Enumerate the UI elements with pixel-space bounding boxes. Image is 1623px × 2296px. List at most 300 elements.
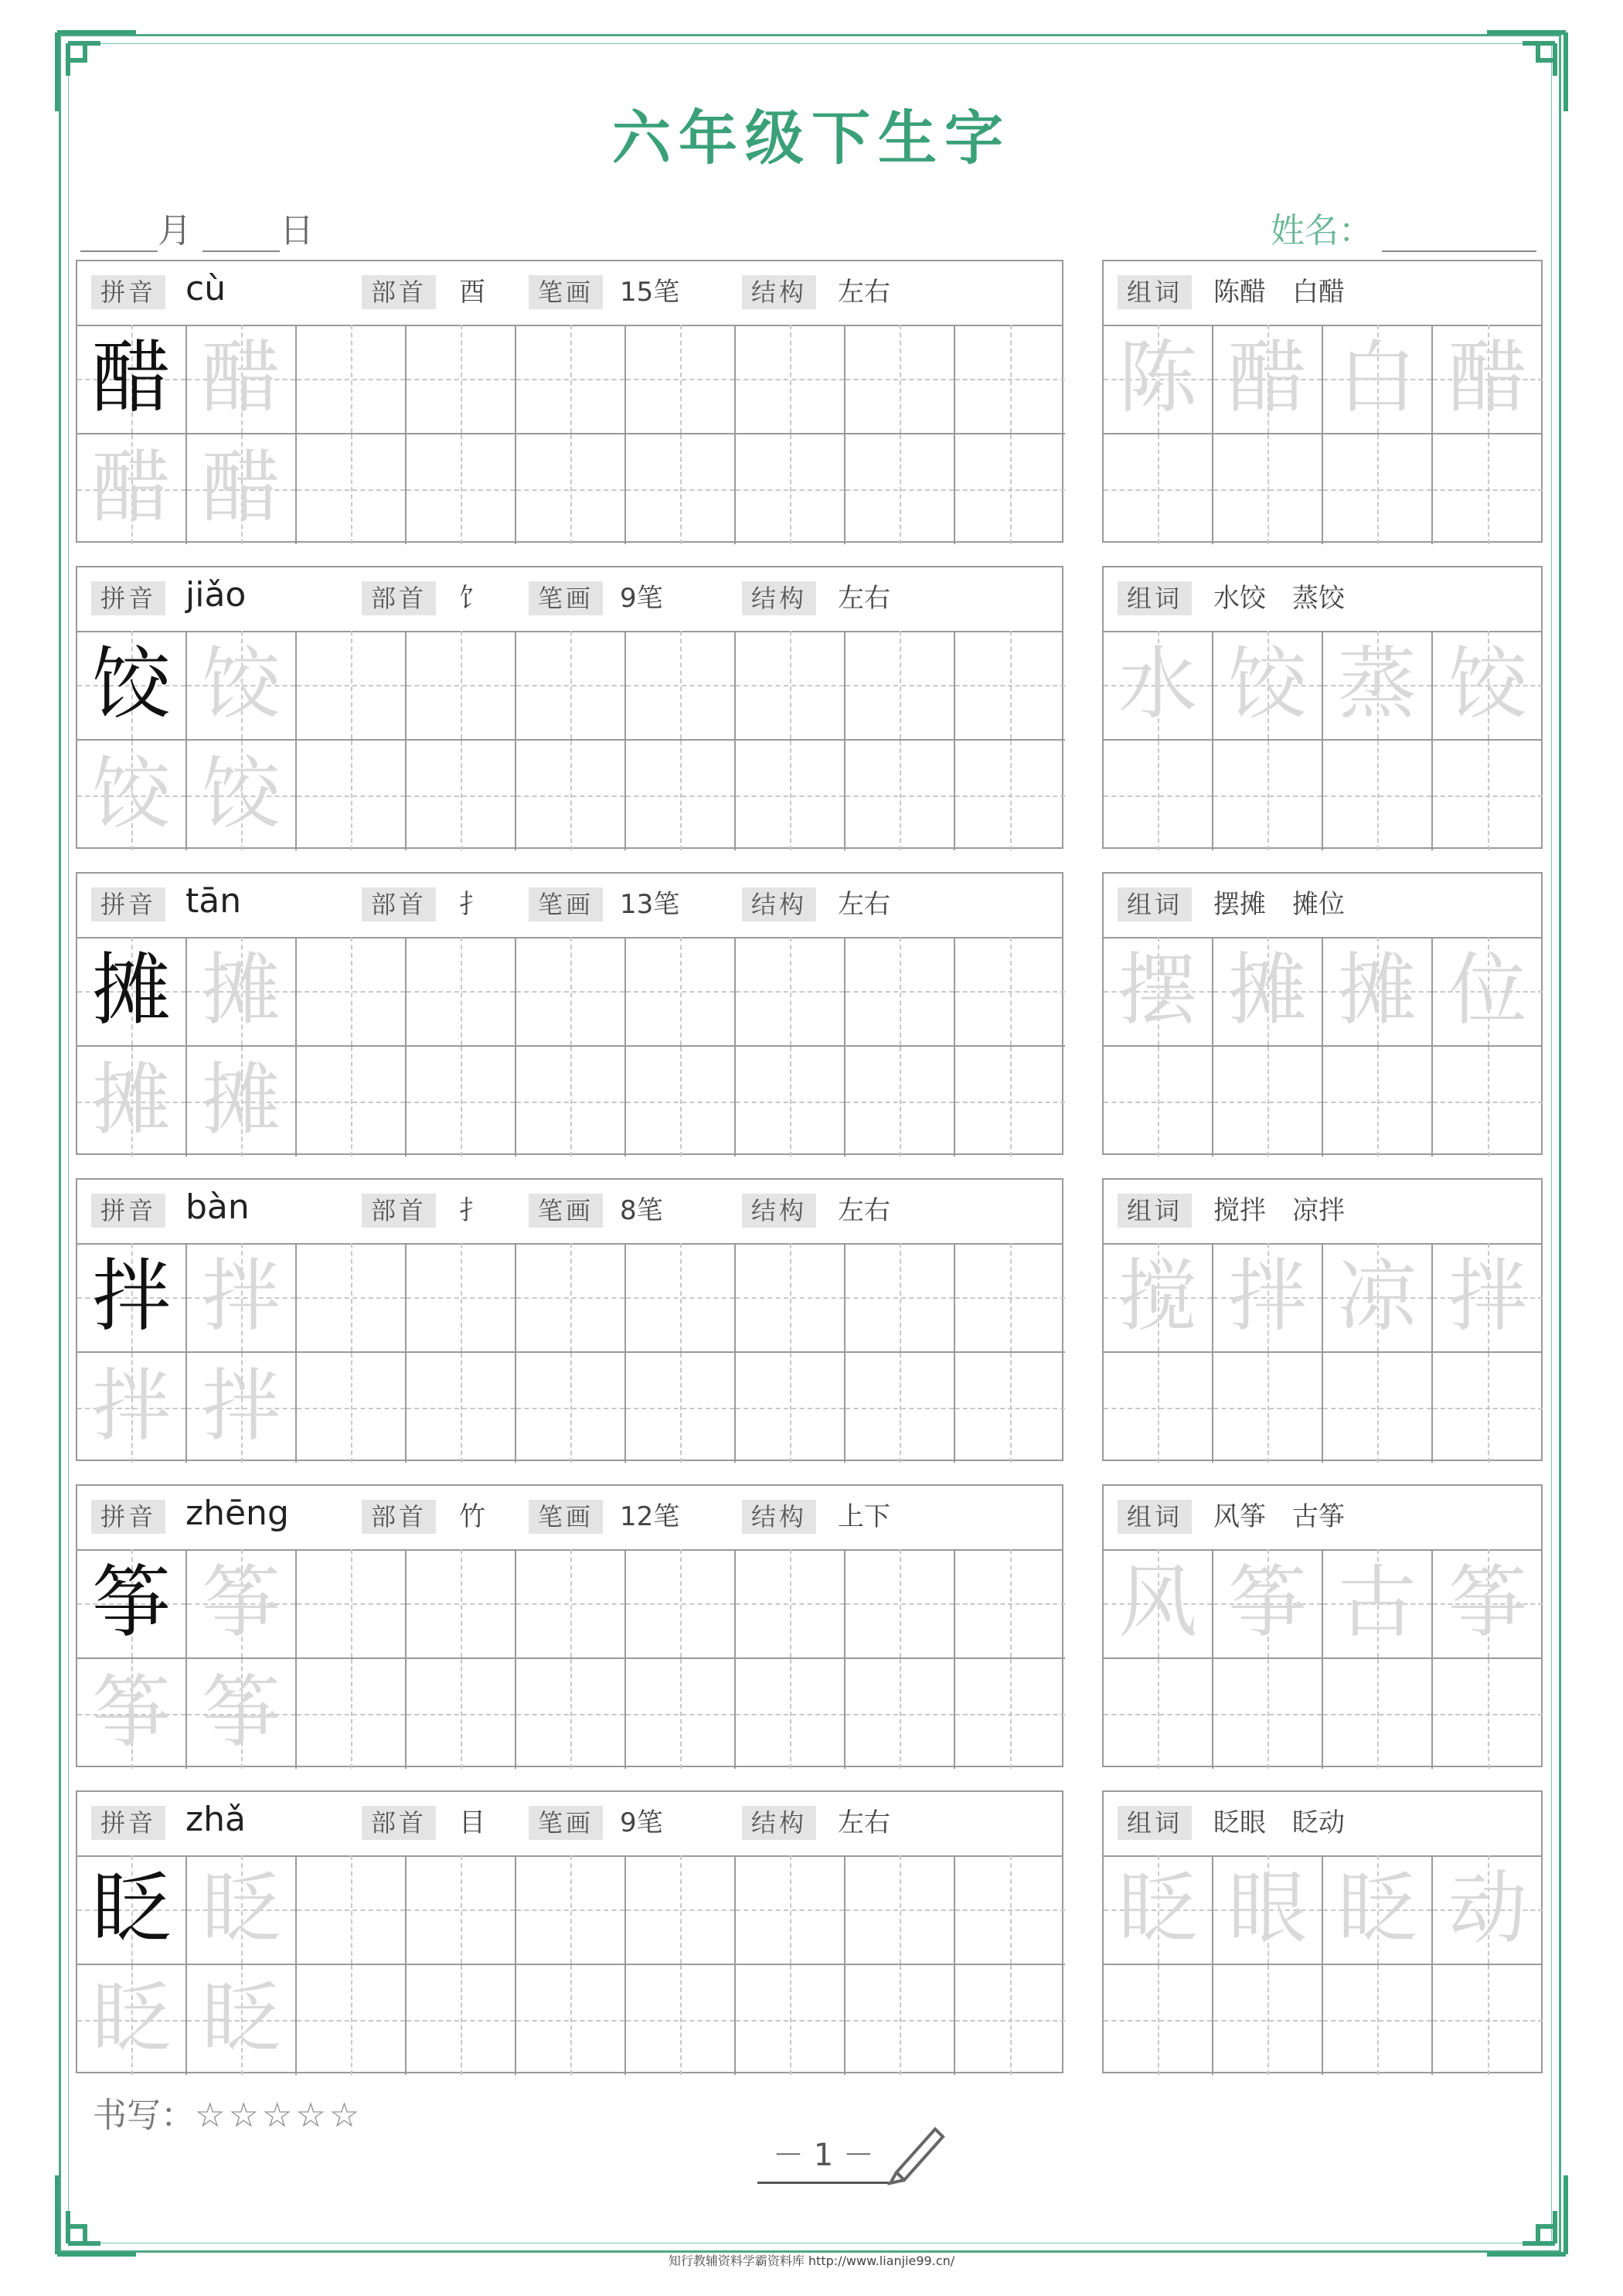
date-field[interactable] [80,203,314,252]
word-writing-cell[interactable] [1433,1353,1543,1463]
word-trace-character: 眼 [1228,1863,1307,1955]
writing-cell[interactable] [736,631,846,741]
radical-label: 部首 [362,275,436,309]
trace-character: 拌 [202,1361,281,1453]
structure-value: 左右 [838,1195,890,1226]
writing-cell[interactable] [77,1243,187,1353]
day-label: 日 [280,211,314,250]
corner-ornament-icon [54,2172,139,2257]
strokes-label: 笔画 [529,581,603,615]
word-trace-character: 动 [1448,1863,1527,1955]
writing-cell[interactable] [846,1243,955,1353]
words-value: 搅拌 凉拌 [1213,1195,1345,1226]
writing-cell[interactable] [77,631,187,741]
writing-cell[interactable] [187,1353,297,1463]
writing-cell[interactable] [407,1659,516,1769]
rating-stars[interactable]: ☆☆☆☆☆ [195,2096,363,2135]
model-character: 眨 [92,1863,171,1955]
writing-cell[interactable] [626,1659,736,1769]
words-header [1104,1486,1541,1551]
writing-cell[interactable] [187,1243,297,1353]
writing-cell[interactable] [516,1965,626,2075]
trace-character: 拌 [202,1251,281,1343]
word-trace-character: 眨 [1338,1863,1417,1955]
writing-cell[interactable] [955,1047,1065,1157]
name-label: 姓名： [1271,211,1373,250]
word-trace-character: 摊 [1228,945,1307,1037]
pen-icon [881,2114,955,2188]
writing-cell[interactable] [736,1549,846,1659]
writing-cell[interactable] [187,325,297,434]
word-practice-box [1102,1178,1543,1461]
structure-value: 左右 [838,277,890,308]
word-writing-cell[interactable] [1323,741,1433,850]
pinyin-value: bàn [185,1187,250,1227]
word-writing-cell[interactable] [1323,1353,1433,1463]
word-trace-character: 饺 [1228,639,1307,731]
writing-cell[interactable] [736,1047,846,1157]
writing-cell[interactable] [187,741,297,850]
writing-cell[interactable] [516,1353,626,1463]
word-trace-character: 古 [1338,1557,1417,1649]
month-blank[interactable] [80,220,158,252]
writing-cell[interactable] [187,1047,297,1157]
name-blank[interactable] [1382,220,1536,252]
writing-cell[interactable] [736,1353,846,1463]
page-number-underline [757,2182,889,2184]
strokes-label: 笔画 [529,275,603,309]
word-writing-cell[interactable] [1213,325,1323,434]
trace-character: 饺 [202,639,281,731]
writing-rating [93,2087,362,2137]
structure-label: 结构 [742,275,816,309]
word-writing-cell[interactable] [1213,631,1323,741]
word-writing-cell[interactable] [1104,1047,1213,1157]
word-writing-cell[interactable] [1433,434,1543,544]
words-label: 组词 [1118,887,1192,921]
writing-cell[interactable] [407,1243,516,1353]
structure-value: 上下 [838,1501,890,1532]
writing-cell[interactable] [516,1243,626,1353]
radical-value: 竹 [459,1501,485,1532]
radical-value: 扌 [459,1195,485,1226]
footer-source: 知行教辅资料学霸资料库 http://www.lianjie99.cn/ [668,2253,955,2268]
word-writing-cell[interactable] [1323,325,1433,434]
writing-cell[interactable] [516,1549,626,1659]
writing-cell[interactable] [407,1353,516,1463]
writing-cell[interactable] [297,741,407,850]
word-writing-cell[interactable] [1323,1965,1433,2075]
structure-label: 结构 [742,581,816,615]
writing-cell[interactable] [297,1549,407,1659]
writing-cell[interactable] [77,1855,187,1965]
writing-cell[interactable] [187,631,297,741]
word-writing-cell[interactable] [1104,1855,1213,1965]
words-value: 风筝 古筝 [1213,1501,1345,1532]
writing-cell[interactable] [77,1965,187,2075]
writing-cell[interactable] [736,434,846,544]
word-writing-cell[interactable] [1433,937,1543,1047]
writing-cell[interactable] [187,937,297,1047]
writing-cell[interactable] [77,434,187,544]
writing-cell[interactable] [407,937,516,1047]
word-writing-cell[interactable] [1213,1047,1323,1157]
writing-cell[interactable] [626,1855,736,1965]
word-writing-cell[interactable] [1213,1353,1323,1463]
writing-cell[interactable] [516,741,626,850]
radical-label: 部首 [362,1806,436,1840]
writing-cell[interactable] [77,1659,187,1769]
radical-label: 部首 [362,581,436,615]
radical-value: 目 [459,1807,485,1838]
writing-cell[interactable] [407,1855,516,1965]
writing-cell[interactable] [297,1243,407,1353]
writing-cell[interactable] [736,1855,846,1965]
writing-cell[interactable] [407,631,516,741]
trace-character: 醋 [92,442,171,534]
writing-cell[interactable] [626,631,736,741]
writing-cell[interactable] [846,937,955,1047]
writing-cell[interactable] [77,325,187,434]
pinyin-value: jiǎo [185,575,247,615]
pinyin-label: 拼音 [91,1194,165,1228]
pinyin-value: zhǎ [185,1800,246,1839]
writing-cell[interactable] [955,1549,1065,1659]
pinyin-label: 拼音 [91,275,165,309]
word-trace-character: 搅 [1118,1251,1197,1343]
entry-header [77,1792,1062,1857]
word-writing-cell[interactable] [1323,1659,1433,1769]
model-character: 筝 [92,1557,171,1649]
strokes-label: 笔画 [529,1194,603,1228]
word-writing-cell[interactable] [1323,937,1433,1047]
trace-character: 饺 [92,748,171,840]
word-writing-cell[interactable] [1433,1659,1543,1769]
word-writing-cell[interactable] [1104,741,1213,850]
word-trace-character: 凉 [1338,1251,1417,1343]
writing-cell[interactable] [77,741,187,850]
writing-cell[interactable] [407,1965,516,2075]
word-trace-character: 拌 [1228,1251,1307,1343]
structure-label: 结构 [742,887,816,921]
writing-cell[interactable] [516,1855,626,1965]
writing-cell[interactable] [736,325,846,434]
writing-cell[interactable] [516,325,626,434]
words-label: 组词 [1118,1806,1192,1840]
writing-cell[interactable] [187,1855,297,1965]
writing-cell[interactable] [955,741,1065,850]
entry-header [77,261,1062,326]
word-trace-character: 饺 [1448,639,1527,731]
words-label: 组词 [1118,275,1192,309]
writing-cell[interactable] [626,1243,736,1353]
word-practice-box [1102,872,1543,1155]
writing-cell[interactable] [626,325,736,434]
word-trace-character: 白 [1338,332,1417,424]
pinyin-label: 拼音 [91,581,165,615]
practice-grid-box [76,872,1063,1155]
pinyin-label: 拼音 [91,887,165,921]
word-writing-cell[interactable] [1323,631,1433,741]
practice-grid-box [76,566,1063,849]
writing-cell[interactable] [955,631,1065,741]
word-writing-cell[interactable] [1323,434,1433,544]
trace-character: 拌 [92,1361,171,1453]
writing-cell[interactable] [846,741,955,850]
corner-ornament-icon [1484,2172,1569,2257]
day-blank[interactable] [202,220,280,252]
entry-header [77,567,1062,632]
words-header [1104,261,1541,326]
word-trace-character: 蒸 [1338,639,1417,731]
writing-cell[interactable] [297,434,407,544]
writing-cell[interactable] [297,1855,407,1965]
word-writing-cell[interactable] [1433,631,1543,741]
radical-value: 饣 [459,583,485,614]
words-header [1104,874,1541,938]
trace-character: 筝 [202,1557,281,1649]
trace-character: 筝 [92,1667,171,1759]
entry-header [77,874,1062,938]
writing-cell[interactable] [187,434,297,544]
writing-cell[interactable] [955,937,1065,1047]
writing-cell[interactable] [955,1855,1065,1965]
words-label: 组词 [1118,581,1192,615]
word-trace-character: 醋 [1228,332,1307,424]
writing-cell[interactable] [407,434,516,544]
word-writing-cell[interactable] [1104,1549,1213,1659]
word-writing-cell[interactable] [1433,1549,1543,1659]
writing-cell[interactable] [297,325,407,434]
word-writing-cell[interactable] [1433,1965,1543,2075]
practice-grid-box [76,1484,1063,1767]
rating-label: 书写： [93,2096,195,2135]
writing-cell[interactable] [626,937,736,1047]
word-practice-box [1102,260,1543,543]
writing-cell[interactable] [846,1659,955,1769]
writing-cell[interactable] [77,1549,187,1659]
word-practice-box [1102,566,1543,849]
structure-label: 结构 [742,1500,816,1534]
writing-cell[interactable] [846,1855,955,1965]
writing-cell[interactable] [187,1659,297,1769]
words-value: 陈醋 白醋 [1213,277,1345,308]
writing-cell[interactable] [846,434,955,544]
word-writing-cell[interactable] [1104,1243,1213,1353]
writing-cell[interactable] [736,937,846,1047]
writing-cell[interactable] [846,631,955,741]
trace-character: 摊 [92,1054,171,1146]
word-writing-cell[interactable] [1213,434,1323,544]
writing-cell[interactable] [846,1047,955,1157]
strokes-label: 笔画 [529,887,603,921]
words-value: 摆摊 摊位 [1213,889,1345,920]
structure-label: 结构 [742,1806,816,1840]
word-writing-cell[interactable] [1104,1965,1213,2075]
word-writing-cell[interactable] [1433,325,1543,434]
writing-cell[interactable] [407,1047,516,1157]
writing-cell[interactable] [187,1965,297,2075]
strokes-value: 9笔 [620,583,663,614]
word-writing-cell[interactable] [1213,1855,1323,1965]
writing-cell[interactable] [846,1965,955,2075]
writing-cell[interactable] [846,325,955,434]
structure-value: 左右 [838,1807,890,1838]
word-writing-cell[interactable] [1104,937,1213,1047]
writing-cell[interactable] [77,1353,187,1463]
word-trace-character: 水 [1118,639,1197,731]
model-character: 拌 [92,1251,171,1343]
word-trace-character: 摆 [1118,945,1197,1037]
writing-cell[interactable] [626,434,736,544]
writing-cell[interactable] [297,1353,407,1463]
writing-cell[interactable] [955,1353,1065,1463]
word-trace-character: 拌 [1448,1251,1527,1343]
writing-cell[interactable] [77,1047,187,1157]
writing-cell[interactable] [297,1047,407,1157]
word-practice-box [1102,1484,1543,1767]
writing-cell[interactable] [626,1353,736,1463]
strokes-value: 13笔 [620,889,680,920]
writing-cell[interactable] [626,1047,736,1157]
word-trace-character: 筝 [1448,1557,1527,1649]
writing-cell[interactable] [955,325,1065,434]
words-value: 水饺 蒸饺 [1213,583,1345,614]
practice-grid-box [76,260,1063,543]
radical-value: 扌 [459,889,485,920]
word-writing-cell[interactable] [1323,1855,1433,1965]
strokes-label: 笔画 [529,1500,603,1534]
word-writing-cell[interactable] [1213,937,1323,1047]
word-trace-character: 摊 [1338,945,1417,1037]
writing-cell[interactable] [516,937,626,1047]
trace-character: 筝 [202,1667,281,1759]
trace-character: 摊 [202,945,281,1037]
strokes-value: 12笔 [620,1501,680,1532]
trace-character: 摊 [202,1054,281,1146]
trace-character: 饺 [202,748,281,840]
model-character: 醋 [92,332,171,424]
name-field[interactable] [1271,203,1536,252]
word-writing-cell[interactable] [1433,1243,1543,1353]
pinyin-value: tān [185,881,242,921]
word-writing-cell[interactable] [1104,434,1213,544]
words-label: 组词 [1118,1500,1192,1534]
word-trace-character: 眨 [1118,1863,1197,1955]
writing-cell[interactable] [736,741,846,850]
writing-cell[interactable] [516,1659,626,1769]
writing-cell[interactable] [955,434,1065,544]
writing-cell[interactable] [407,741,516,850]
month-label: 月 [158,211,192,250]
word-trace-character: 风 [1118,1557,1197,1649]
page-title: 六年级下生字 [612,104,1011,172]
writing-cell[interactable] [955,1659,1065,1769]
entry-header [77,1486,1062,1551]
word-writing-cell[interactable] [1104,1659,1213,1769]
word-practice-box [1102,1790,1543,2073]
word-writing-cell[interactable] [1433,1047,1543,1157]
word-writing-cell[interactable] [1213,1549,1323,1659]
pinyin-label: 拼音 [91,1806,165,1840]
writing-cell[interactable] [516,631,626,741]
word-writing-cell[interactable] [1104,631,1213,741]
structure-value: 左右 [838,583,890,614]
writing-cell[interactable] [516,434,626,544]
writing-cell[interactable] [736,1659,846,1769]
writing-cell[interactable] [736,1965,846,2075]
entry-header [77,1180,1062,1245]
writing-cell[interactable] [77,937,187,1047]
structure-value: 左右 [838,889,890,920]
writing-cell[interactable] [407,325,516,434]
trace-character: 醋 [202,442,281,534]
trace-character: 眨 [92,1973,171,2065]
word-trace-character: 陈 [1118,332,1197,424]
writing-cell[interactable] [516,1047,626,1157]
writing-cell[interactable] [297,937,407,1047]
word-writing-cell[interactable] [1213,1965,1323,2075]
words-header [1104,567,1541,632]
pinyin-value: cù [185,269,226,308]
word-writing-cell[interactable] [1323,1047,1433,1157]
writing-cell[interactable] [955,1965,1065,2075]
word-trace-character: 位 [1448,945,1527,1037]
trace-character: 眨 [202,1863,281,1955]
word-writing-cell[interactable] [1323,1243,1433,1353]
writing-cell[interactable] [846,1549,955,1659]
strokes-label: 笔画 [529,1806,603,1840]
words-value: 眨眼 眨动 [1213,1807,1345,1838]
writing-cell[interactable] [187,1549,297,1659]
writing-cell[interactable] [626,741,736,850]
strokes-value: 15笔 [620,277,680,308]
writing-cell[interactable] [626,1549,736,1659]
trace-character: 眨 [202,1973,281,2065]
writing-cell[interactable] [846,1353,955,1463]
strokes-value: 8笔 [620,1195,663,1226]
pinyin-label: 拼音 [91,1500,165,1534]
writing-cell[interactable] [955,1243,1065,1353]
writing-cell[interactable] [297,1965,407,2075]
word-writing-cell[interactable] [1213,741,1323,850]
pinyin-value: zhēng [185,1494,289,1533]
practice-grid-box [76,1178,1063,1461]
word-trace-character: 醋 [1448,332,1527,424]
word-writing-cell[interactable] [1213,1243,1323,1353]
practice-grid-box [76,1790,1063,2073]
writing-cell[interactable] [736,1243,846,1353]
radical-value: 酉 [459,277,485,308]
radical-label: 部首 [362,887,436,921]
word-writing-cell[interactable] [1323,1549,1433,1659]
strokes-value: 9笔 [620,1807,663,1838]
words-header [1104,1792,1541,1857]
word-writing-cell[interactable] [1104,325,1213,434]
model-character: 饺 [92,639,171,731]
writing-cell[interactable] [297,1659,407,1769]
word-writing-cell[interactable] [1433,741,1543,850]
word-writing-cell[interactable] [1104,1353,1213,1463]
writing-cell[interactable] [297,631,407,741]
writing-cell[interactable] [407,1549,516,1659]
model-character: 摊 [92,945,171,1037]
writing-cell[interactable] [626,1965,736,2075]
word-trace-character: 筝 [1228,1557,1307,1649]
page-number: － 1 － [773,2138,874,2173]
word-writing-cell[interactable] [1213,1659,1323,1769]
word-writing-cell[interactable] [1433,1855,1543,1965]
